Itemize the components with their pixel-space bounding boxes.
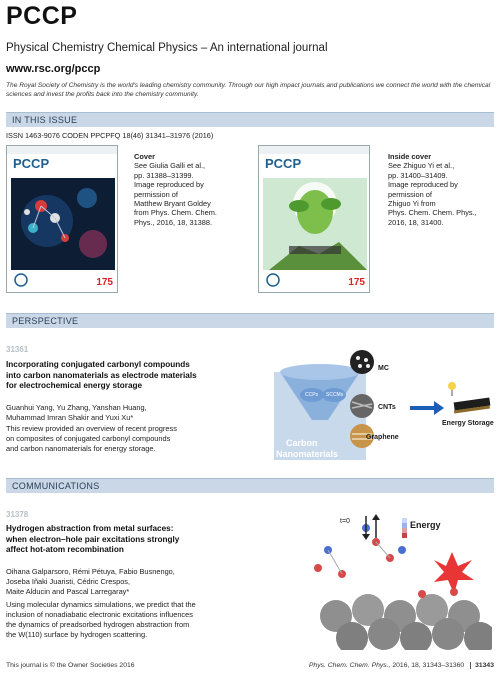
mc-sphere — [350, 350, 374, 374]
section-bar-perspective — [6, 313, 494, 328]
cover-caption-line: See Giulia Galli et al., — [134, 161, 206, 171]
article-number: 31378 — [6, 510, 29, 519]
title-line: when electron–hole pair excitations strongly — [6, 534, 180, 544]
title-line: for electrochemical energy storage — [6, 381, 143, 390]
authors-line: Maite Alducin and Pascal Larregaray* — [6, 587, 130, 596]
section-heading: IN THIS ISSUE — [12, 115, 78, 125]
article-title-link[interactable] — [6, 360, 197, 392]
cover-artwork — [7, 146, 118, 293]
title-line: affect hot-atom recombination — [6, 545, 124, 554]
journal-url-link[interactable]: www.rsc.org/pccp — [6, 63, 101, 75]
cover-caption-line: pp. 31388–31399. — [134, 170, 194, 180]
cover-caption — [134, 152, 217, 227]
abstract-line: on composites of conjugated carbonyl compounds — [6, 434, 171, 443]
cover-image[interactable] — [6, 145, 118, 293]
society-blurb: The Royal Society of Chemistry is the world's leading chemistry community. Through our high impact journals and publications we connect the world with the chemical sciences and invest the profits back into the chemistry community. — [6, 82, 491, 98]
cover-label: Cover — [134, 152, 155, 161]
section-bar-in-this-issue — [6, 112, 494, 127]
section-bar-communications — [6, 478, 494, 493]
cover-caption-line: Image reproduced by — [134, 180, 204, 190]
authors-line: Oihana Galparsoro, Rémi Pétuya, Fabio Busnengo, — [6, 567, 175, 576]
authors-line: Muhammad Imran Shakir and Yuxi Xu* — [6, 413, 134, 422]
carbon-label-line2: Nanomaterials — [276, 449, 339, 459]
energy-label: Energy — [410, 520, 441, 530]
abstract-line: the dynamics of preadsorbed hydrogen abstraction from — [6, 620, 190, 629]
inside-cover-label: Inside cover — [388, 152, 432, 161]
authors-line: Guanhui Yang, Yu Zhang, Yanshan Huang, — [6, 403, 147, 412]
sccms-label: SCCMs — [326, 392, 344, 398]
footer-journal: Phys. Chem. Chem. Phys., — [308, 662, 391, 669]
article-authors — [6, 567, 175, 597]
graphene-label: Graphene — [366, 434, 399, 441]
communications-graphic[interactable] — [306, 510, 492, 650]
article-title-link[interactable] — [6, 524, 179, 556]
mc-label: MC — [378, 365, 389, 372]
time-zero-label: t=0 — [340, 518, 350, 525]
journal-title: PCCP — [6, 2, 78, 30]
footer-page-number: 31343 — [470, 662, 494, 669]
inside-cover-thumb-title: PCCP — [265, 156, 302, 171]
inside-cover-caption-line: pp. 31400–31409. — [388, 170, 448, 180]
footer-citation — [309, 662, 494, 669]
inside-cover-caption-line: 2016, 18, 31400. — [388, 217, 444, 227]
carbon-label-line1: Carbon — [286, 438, 318, 448]
cnts-label: CNTs — [378, 404, 396, 411]
article-number: 31361 — [6, 345, 29, 354]
abstract-line: the W(110) surface by hydrogen scattering. — [6, 630, 148, 639]
authors-line: Joseba Iñaki Juaristi, Cédric Crespos, — [6, 577, 131, 586]
inside-cover-artwork — [259, 146, 370, 293]
energy-storage-label: Energy Storage — [442, 420, 494, 427]
ccps-label: CCPs — [305, 392, 319, 398]
cover-caption-line: permission of — [134, 189, 178, 199]
cover-caption-line: Phys., 2016, 18, 31388. — [134, 217, 213, 227]
inside-cover-caption-line: Zhiguo Yi from — [388, 199, 436, 209]
footer-copyright: This journal is © the Owner Societies 2016 — [6, 662, 135, 669]
inside-cover-caption-line: Image reproduced by — [388, 180, 458, 190]
section-heading: PERSPECTIVE — [12, 316, 79, 326]
inside-cover-caption-line: permission of — [388, 189, 432, 199]
abstract-line: inclusion of nonadiabatic electronic excitations influences — [6, 610, 193, 619]
article-abstract — [6, 600, 196, 640]
article-abstract — [6, 424, 177, 454]
title-line: Hydrogen abstraction from metal surfaces: — [6, 524, 174, 533]
cover-caption-line: Matthew Bryant Goldey — [134, 199, 211, 209]
bulb-shape — [448, 382, 456, 390]
abstract-line: and carbon nanomaterials for energy storage. — [6, 444, 156, 453]
issn-line: ISSN 1463-9076 CODEN PPCPFQ 18(46) 31341–31976 (2016) — [6, 131, 214, 140]
title-line: Incorporating conjugated carbonyl compounds — [6, 360, 190, 369]
inside-cover-image[interactable] — [258, 145, 370, 293]
inside-cover-caption — [388, 152, 477, 227]
title-line: into carbon nanomaterials as electrode materials — [6, 370, 197, 380]
inside-cover-caption-line: See Zhiguo Yi et al., — [388, 161, 455, 171]
cover-caption-line: from Phys. Chem. Chem. — [134, 208, 217, 218]
inside-cover-caption-line: Phys. Chem. Chem. Phys., — [388, 208, 477, 218]
journal-subtitle: Physical Chemistry Chemical Physics – An international journal — [6, 42, 328, 54]
article-authors — [6, 403, 147, 423]
cover-thumb-title: PCCP — [13, 156, 50, 171]
inside-cover-thumb-badge: 175 — [348, 277, 365, 288]
abstract-line: Using molecular dynamics simulations, we predict that the — [6, 600, 196, 609]
section-heading: COMMUNICATIONS — [12, 481, 100, 491]
abstract-line: This review provided an overview of recent progress — [6, 424, 177, 433]
footer-citation-text: 2016, 18, 31343–31360 — [390, 662, 465, 669]
cover-thumb-badge: 175 — [96, 277, 113, 288]
